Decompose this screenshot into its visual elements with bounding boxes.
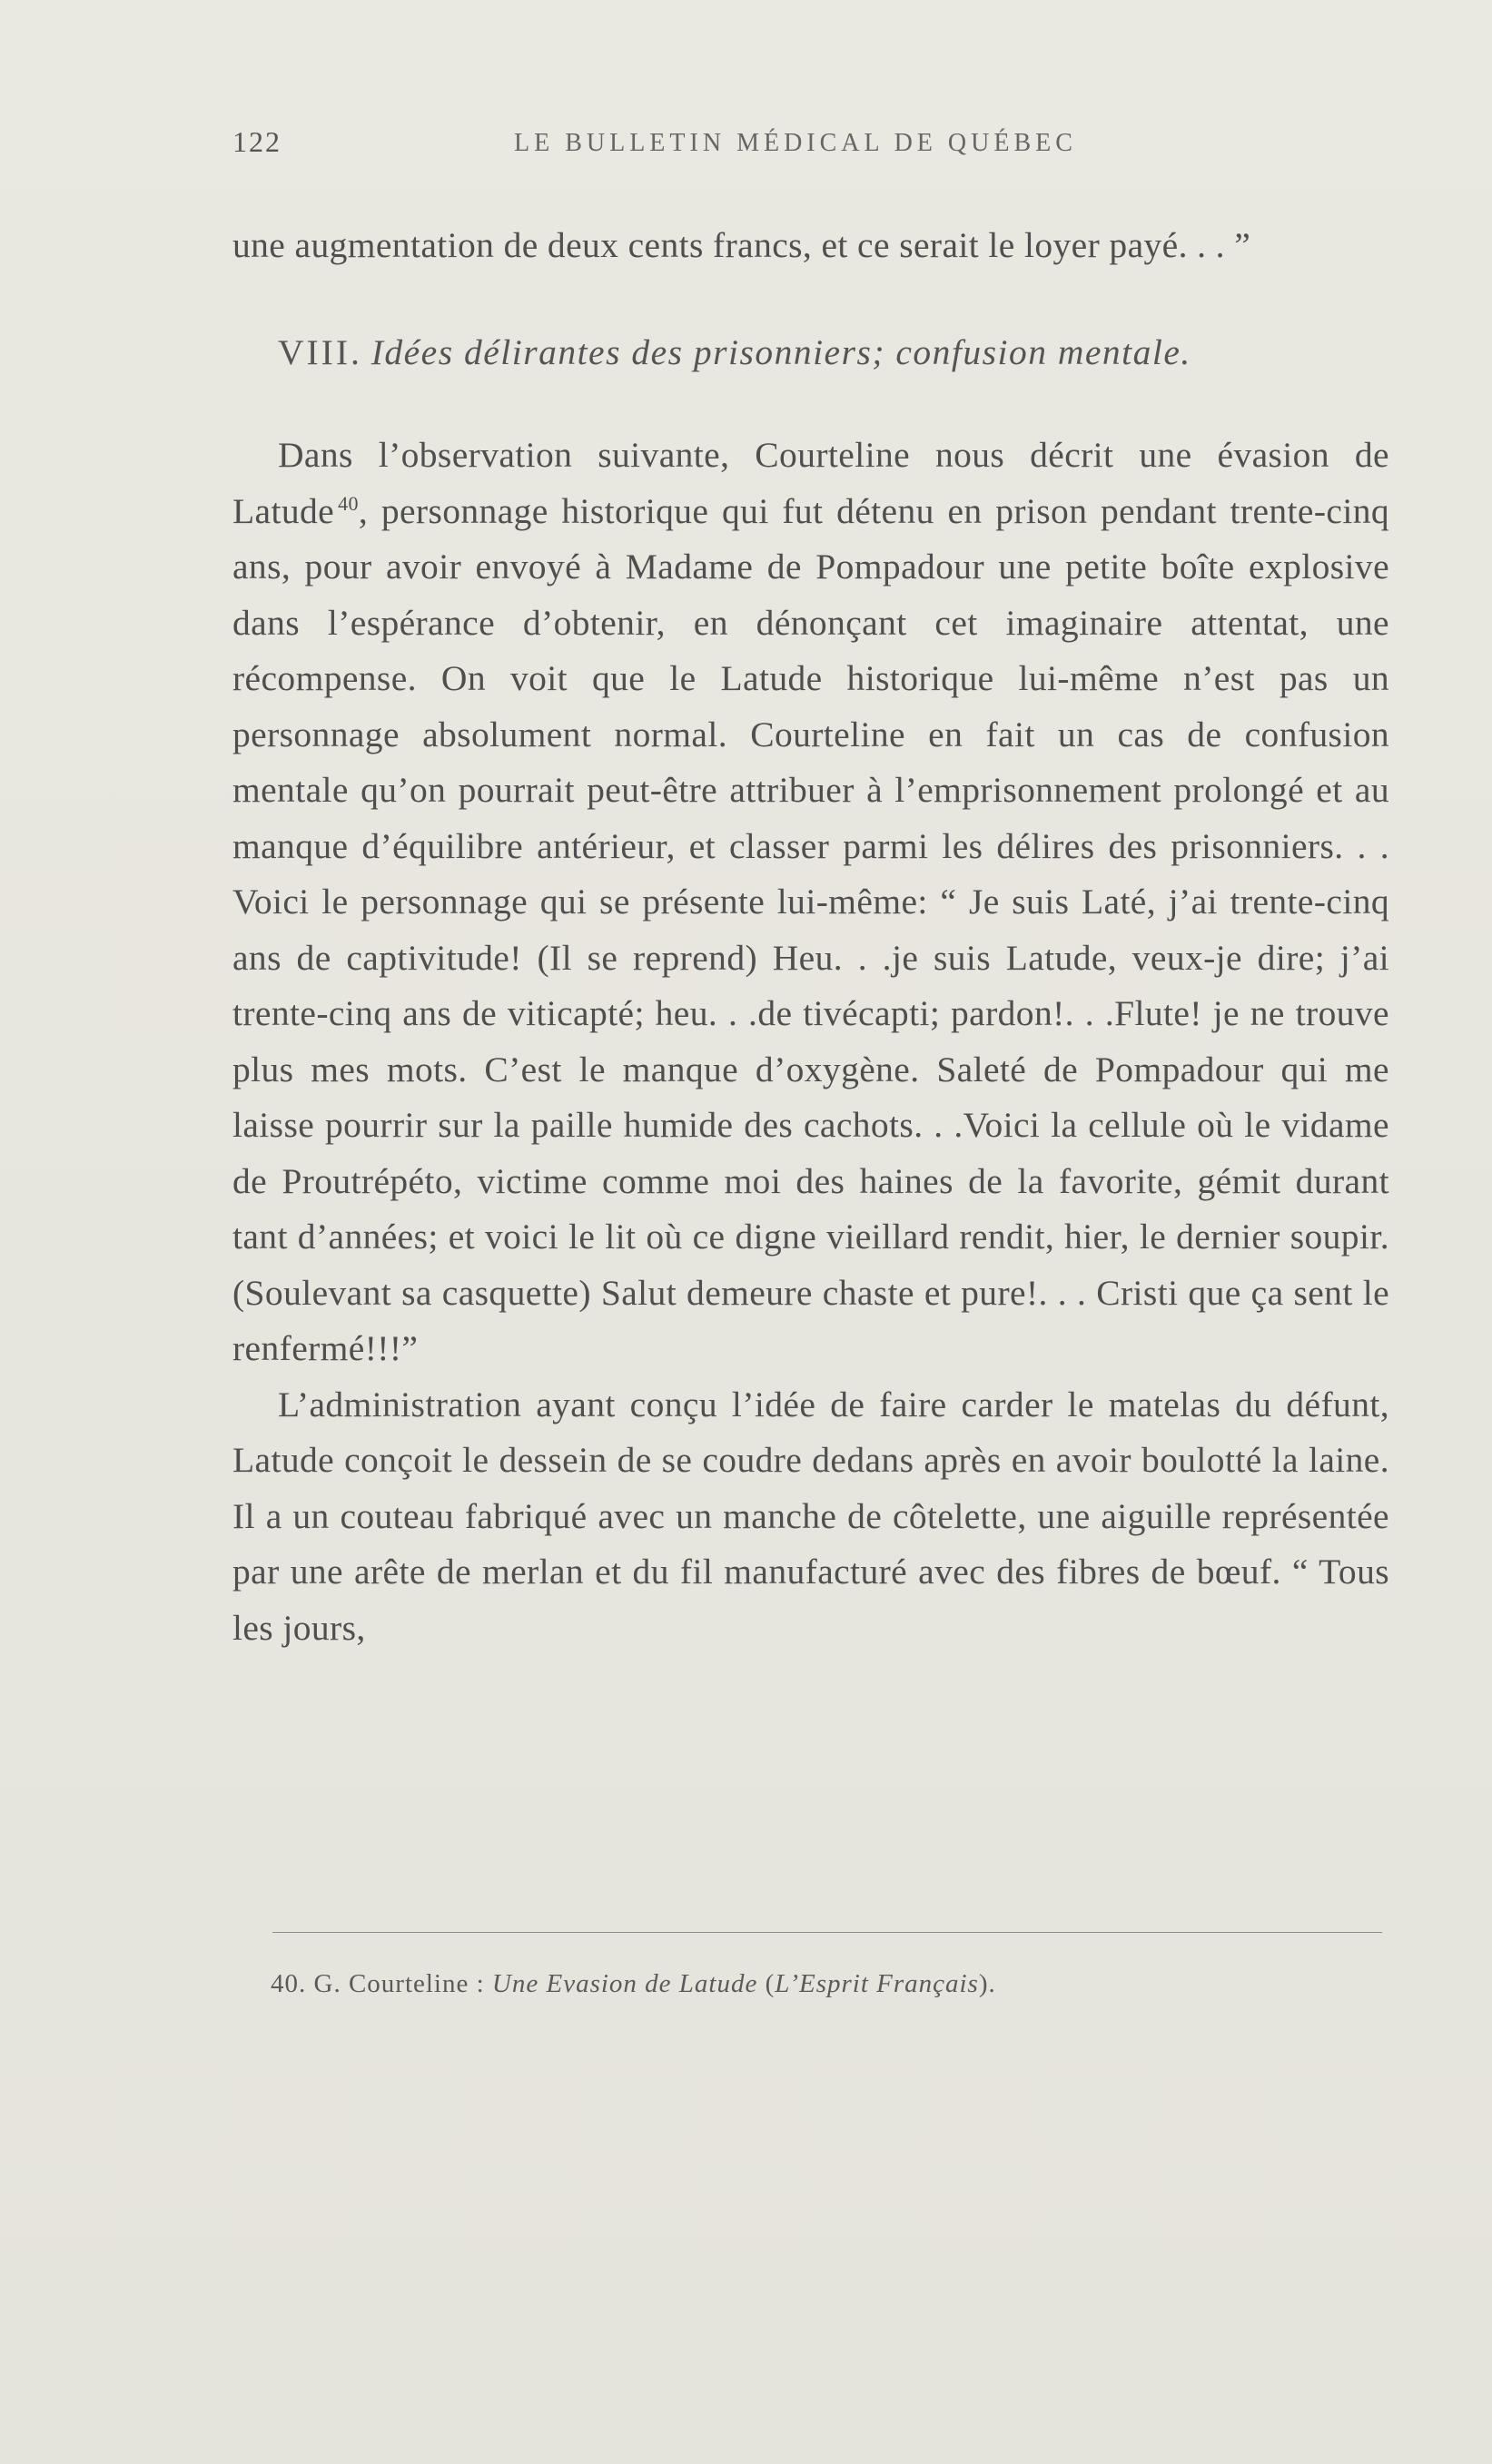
page-header <box>232 125 1395 180</box>
footnote-divider <box>272 1932 1382 1933</box>
footnote-author: G. Courteline : <box>313 1969 485 1998</box>
footnote-work-title: Une Evasion de Latude <box>491 1969 758 1998</box>
footnote: 40. G. Courteline : Une Evasion de Latude (L’Esprit Français). <box>271 1969 996 1998</box>
paragraph-observation-rest: , personnage historique qui fut détenu en prison pendant trente-cinq ans, pour avoir envoyé à Madame de Pompadour une petite boîte explosive dans l’espérance d’obtenir, en dénonçant cet imaginaire attentat, une récompense. On voit que le Latude historique lui-même n’est pas un personnage absolument normal. Courteline en fait un cas de confusion mentale qu’on pourrait peut-être attribuer à l’emprisonnement prolongé et au manque d’équilibre antérieur, et classer parmi les délires des prisonniers. . . Voici le personnage qui se présente lui-même: “ Je suis Laté, j’ai trente-cinq ans de captivitude! (Il se reprend) Heu. . .je suis Latude, veux-je dire; j’ai trente-cinq ans de viticapté; heu. . .de tivécapti; pardon!. . .Flute! je ne trouve plus mes mots. C’est le manque d’oxygène. Saleté de Pompadour qui me laisse pourrir sur la paille humide des cachots. . .Voici la cellule où le vidame de Proutrépéto, victime comme moi des haines de la favorite, gémit durant tant d’années; et voici le lit où ce digne vieillard rendit, hier, le dernier soupir. (Soulevant sa casquette) Salut demeure chaste et pure!. . . Cristi que ça sent le renfermé!!!” <box>232 490 1389 1368</box>
paragraph-observation-start: Dans l’observation suivante, Courteline nous décrit une évasion de Latude <box>232 435 1389 531</box>
body-text <box>232 218 1389 1656</box>
section-title: Idées délirantes des prisonniers; confusion mentale. <box>371 331 1191 372</box>
footnote-number: 40. <box>271 1969 307 1998</box>
paragraph-observation <box>232 428 1389 1377</box>
footnote-source: L’Esprit Français <box>775 1969 979 1998</box>
paragraph-continuation: une augmentation de deux cents francs, et ce serait le loyer payé. . . ” <box>232 225 1251 265</box>
page-number: 122 <box>232 125 282 158</box>
running-title: LE BULLETIN MÉDICAL DE QUÉBEC <box>514 129 1077 157</box>
section-heading <box>278 325 1389 381</box>
paragraph-administration: L’administration ayant conçu l’idée de faire carder le matelas du défunt, Latude conçoit le dessein de se coudre dedans après en avoir boulotté la laine. Il a un couteau fabriqué avec un manche de côtelette, une aiguille représentée par une arête de merlan et du fil manufacturé avec des fibres de bœuf. “ Tous les jours, <box>232 1384 1389 1648</box>
section-number: VIII. <box>278 331 362 372</box>
footnote-reference: 40 <box>338 491 359 515</box>
